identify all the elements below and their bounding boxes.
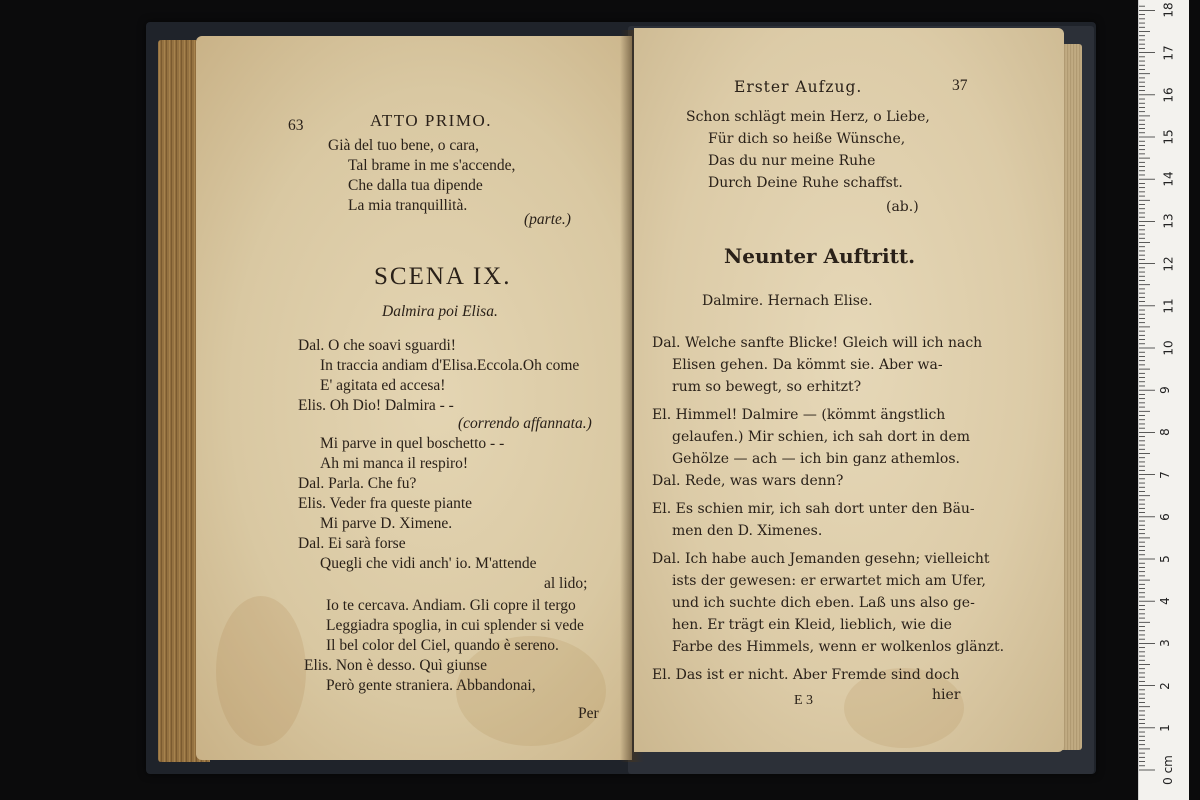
- verse-line: Già del tuo bene, o cara,: [328, 137, 480, 154]
- ruler-label: 9: [1157, 386, 1172, 395]
- verse-line: La mia tranquillità.: [348, 197, 468, 214]
- right-page-number: 37: [952, 77, 968, 94]
- dialogue-line: El. Es schien mir, ich sah dort unter den Bäu-: [652, 501, 975, 517]
- dialogue-line: Mi parve D. Ximene.: [320, 515, 453, 532]
- dialogue-line: Il bel color del Ciel, quando è sereno.: [326, 637, 559, 654]
- ruler-label: 10: [1161, 340, 1176, 356]
- dialogue-line: Dal. Rede, was wars denn?: [652, 473, 844, 489]
- ruler-label: 6: [1157, 512, 1172, 521]
- stage-direction: (ab.): [886, 199, 919, 215]
- measuring-ruler: [1138, 0, 1189, 800]
- right-page: [634, 28, 1064, 752]
- ruler-label: 3: [1157, 639, 1172, 648]
- dialogue-line: Dal. Parla. Che fu?: [298, 475, 417, 492]
- verse-line: Das du nur meine Ruhe: [708, 153, 876, 169]
- ruler-label: 18: [1161, 2, 1176, 19]
- dialogue-line: Dal. Ich habe auch Jemanden gesehn; vielleicht: [652, 551, 990, 567]
- stage-direction: (correndo affannata.): [458, 415, 592, 432]
- catchword: Per: [578, 705, 599, 722]
- dialogue-line: al lido;: [544, 575, 588, 592]
- dialogue-line: men den D. Ximenes.: [672, 523, 823, 539]
- paper-stain: [216, 596, 306, 746]
- dialogue-line: El. Das ist er nicht. Aber Fremde sind doch: [652, 667, 960, 683]
- dialogue-line: gelaufen.) Mir schien, ich sah dort in dem: [672, 429, 971, 445]
- dialogue-line: ists der gewesen: er erwartet mich am Ufer,: [672, 573, 986, 589]
- dialogue-line: Ah mi manca il respiro!: [320, 455, 469, 472]
- verse-line: Durch Deine Ruhe schaffst.: [708, 175, 903, 191]
- verse-line: Tal brame in me s'accende,: [348, 157, 516, 174]
- dialogue-line: In traccia andiam d'Elisa.Eccola.Oh come: [320, 357, 580, 374]
- dialogue-line: Dal. O che soavi sguardi!: [298, 337, 456, 354]
- dialogue-line: E' agitata ed accesa!: [320, 377, 446, 394]
- ruler-label: 8: [1157, 428, 1172, 437]
- ruler-label: 2: [1157, 681, 1172, 690]
- verse-line: Schon schlägt mein Herz, o Liebe,: [686, 109, 930, 125]
- ruler-label: 11: [1161, 298, 1176, 314]
- left-page: [196, 36, 632, 760]
- dialogue-line: Quegli che vidi anch' io. M'attende: [320, 555, 537, 572]
- dialogue-line: El. Himmel! Dalmire — (kömmt ängstlich: [652, 407, 946, 423]
- ruler-label: 16: [1161, 87, 1176, 103]
- scene-title: SCENA IX.: [374, 263, 512, 290]
- ruler-label: 5: [1157, 555, 1172, 563]
- right-running-head: Erster Aufzug.: [734, 78, 863, 96]
- dialogue-line: Dal. Ei sarà forse: [298, 535, 406, 552]
- signature-mark: E 3: [794, 693, 814, 708]
- scene-cast: Dalmira poi Elisa.: [382, 303, 498, 320]
- dialogue-line: hen. Er trägt ein Kleid, lieblich, wie die: [672, 617, 952, 633]
- dialogue-line: Elis. Oh Dio! Dalmira - -: [298, 397, 454, 414]
- ruler-label: 12: [1161, 255, 1176, 272]
- dialogue-line: und ich suchte dich eben. Laß uns also ge-: [672, 595, 975, 611]
- verse-line: Für dich so heiße Wünsche,: [708, 131, 906, 147]
- dialogue-line: Mi parve in quel boschetto - -: [320, 435, 505, 452]
- dialogue-line: Leggiadra spoglia, in cui splender si vede: [326, 617, 584, 634]
- dialogue-line: rum so bewegt, so erhitzt?: [672, 379, 862, 395]
- ruler-label: 1: [1157, 723, 1172, 732]
- dialogue-line: Gehölze — ach — ich bin ganz athemlos.: [672, 451, 960, 467]
- dialogue-line: Dal. Welche sanfte Blicke! Gleich will ich nach: [652, 335, 983, 351]
- ruler-label: 7: [1157, 470, 1172, 479]
- scene-cast: Dalmire. Hernach Elise.: [702, 293, 873, 309]
- catchword: hier: [932, 687, 961, 703]
- ruler-label: 17: [1161, 44, 1176, 61]
- ruler-label: 15: [1161, 129, 1176, 145]
- dialogue-line: Elisen gehen. Da kömmt sie. Aber wa-: [672, 357, 943, 373]
- dialogue-line: Io te cercava. Andiam. Gli copre il tergo: [326, 597, 576, 614]
- stage-direction: (parte.): [524, 211, 571, 228]
- verse-line: Che dalla tua dipende: [348, 177, 483, 194]
- ruler-label: 0 cm: [1160, 755, 1175, 785]
- dialogue-line: Elis. Non è desso. Quì giunse: [304, 657, 487, 674]
- ruler-label: 14: [1161, 171, 1176, 187]
- dialogue-line: Però gente straniera. Abbandonai,: [326, 677, 536, 694]
- scene-title: Neunter Auftritt.: [724, 244, 916, 268]
- dialogue-line: Farbe des Himmels, wenn er wolkenlos glänzt.: [672, 639, 1005, 655]
- ruler-label: 4: [1157, 597, 1172, 606]
- ruler-ticks: [1139, 0, 1189, 800]
- dialogue-line: Elis. Veder fra queste piante: [298, 495, 473, 512]
- left-page-number: 63: [288, 117, 304, 134]
- left-running-head: ATTO PRIMO.: [370, 111, 492, 130]
- ruler-label: 13: [1161, 213, 1176, 230]
